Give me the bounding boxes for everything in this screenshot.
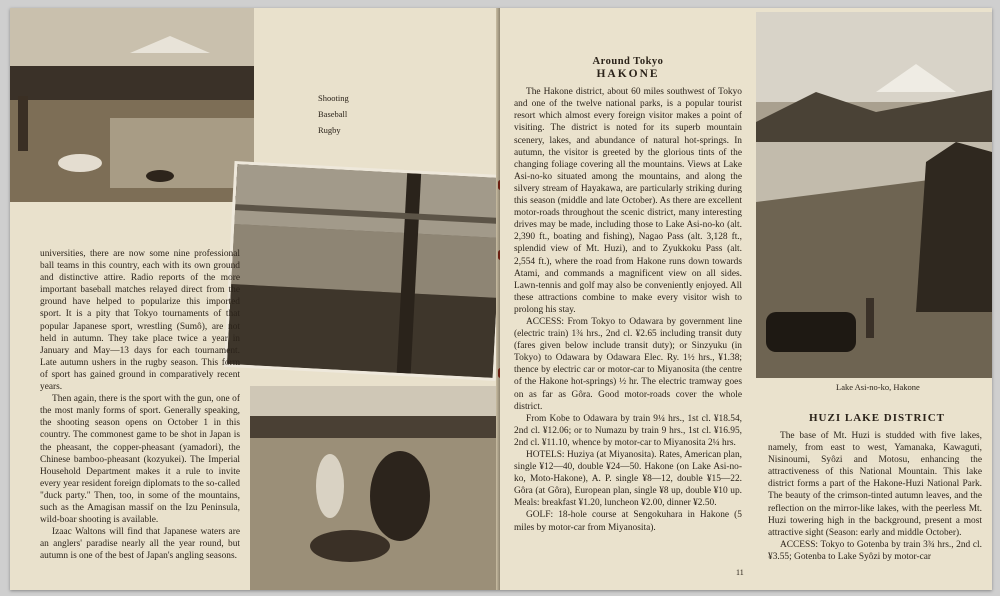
paragraph: ACCESS: Tokyo to Gotenba by train 3¾ hrs., 2nd cl. ¥3.55; Gotenba to Lake Syôzi by motor-car <box>768 539 982 562</box>
left-text-column <box>40 248 240 562</box>
pheasant-hunting-photo <box>10 8 254 202</box>
lake-ashinoko-photo <box>756 12 992 378</box>
paragraph: Then again, there is the sport with the gun, one of the most manly forms of sport. Generally speaking, the shooting season opens on October 1 in this country. The commonest game to be shot in Japan is the pheasant, the copper-pheasant (yamadori), the Chinese bamboo-pheasant (kozyukei). The Imperial Household Department makes it a rule to invite every year resident foreign diplomats to the so-called "duck party." Then, too, in some of the mountains, such as the Amagisan massif on the Izu Peninsula, wild-boar shooting is available. <box>40 394 240 526</box>
baseball-stadium-photo <box>227 164 503 378</box>
hakone-text-column <box>514 56 742 534</box>
section-heading: HAKONE <box>596 68 660 81</box>
paragraph: universities, there are now some nine professional ball teams in this country, each with its own ground and distinctive attire. Radio reports of the more important baseball matches relayed direct from the ground have helped to popularize this imported sport. It is a pity that Tokyo tournaments of that popular Japanese sport, wrestling (Sumô), are not held in autumn. They take place twice a year in January and May—13 days for each tournament. Late autumn ushers in the rugby season. This form of sport has gained ground in comparatively recent years. <box>40 249 240 393</box>
rugby-match-photo <box>250 386 498 590</box>
page-number: 11 <box>736 568 744 577</box>
section-subheading: Around Tokyo <box>592 56 664 67</box>
sports-list-item: Rugby <box>318 125 341 135</box>
paragraph: GOLF: 18-hole course at Sengokuhara in Hakone (5 miles by motor-car from Miyanosita). <box>514 510 742 533</box>
paragraph: ACCESS: From Tokyo to Odawara by government line (electric train) 1¾ hrs., 2nd cl. ¥2.65 including transit duty (fares given below include transit duty); or Sinzyuku (in Tokyo) to Odawara by Odawara Elec. Ry. 1½ hrs., ¥1.38; thence by electric car or motor-car to Miyanosita (the centre of the Hakone hot-springs) ½ hr. The electric tramway goes on as far as Gôra. Good motor-roads cover the whole district. <box>514 316 742 412</box>
paragraph: HOTELS: Huziya (at Miyanosita). Rates, American plan, single ¥12—40, double ¥24—50. Hakone (on Lake Asi-no-ko, Moto-Hakone), A. P. single ¥8—12, double ¥15—22. Gôra (at Gôra), European plan, single ¥8 up, double ¥10 up. Meals: breakfast ¥1.20, luncheon ¥2.00, dinner ¥2.50. <box>514 450 742 509</box>
left-page <box>10 8 498 590</box>
photo-caption: Lake Asi-no-ko, Hakone <box>836 382 920 392</box>
paragraph: Izaac Waltons will find that Japanese waters are an anglers' paradise nearly all the year round, but autumn is one of the best of Japan's angling seasons. <box>40 527 240 562</box>
magazine-spread <box>10 8 992 590</box>
sports-list-item: Baseball <box>318 109 348 119</box>
paragraph: From Kobe to Odawara by train 9¼ hrs., 1st cl. ¥18.54, 2nd cl. ¥12.06; or to Numazu by train 9 hrs., 1st cl. ¥16.95, 2nd cl. ¥11.10, whence by motor-car to Miyanosita 2¼ hrs. <box>514 413 742 448</box>
huzi-text-column <box>768 430 982 563</box>
paragraph: The base of Mt. Huzi is studded with five lakes, namely, from east to west, Yamanaka, Kawaguti, Nisinoumi, Syôzi and Motosu, enhancing the attractiveness of this National Mountain. This lake district forms a part of the Hakone-Huzi National Park. The beauty of the crimson-tinted autumn leaves, and the reflection on the mirror-like lakes, with the peerless Mt. Huzi towering high in the background, present a most attractive sight (Season: early and middle October). <box>768 431 982 538</box>
sports-list-item: Shooting <box>318 93 349 103</box>
huzi-section-title: HUZI LAKE DISTRICT <box>809 412 945 424</box>
sports-list <box>318 90 349 138</box>
paragraph: The Hakone district, about 60 miles southwest of Tokyo and one of the twelve national parks, is a popular tourist resort which almost every foreign visitor makes a point of visiting. The district is noted for its superb mountain scenery, lakes, and abundance of natural hot-springs. In autumn, the visitor is greeted by the glorious tints of the changing foliage covering all the mountains. Views at Lake Asi-no-ko situated among the mountains, and along the silvery stream of Hayakawa, are particularly striking during this season (middle and late October). As there are excellent motor-roads throughout the scenic district, many interesting drives may be made, including those to Lake Asi-no-ko (alt. 2,390 ft., boating and fishing), Nagao Pass (alt. 3,128 ft., splendid view of Mt. Huzi), and to Zyukkoku Pass (alt. 2,554 ft.), where the road from Hakone runs down towards Atami, and commands a magnificent view on all sides. Lawn-tennis and golf may also be conveniently enjoyed. All these attractions combine to make every visitor wish to prolong his stay. <box>514 87 742 315</box>
right-page <box>500 8 992 590</box>
